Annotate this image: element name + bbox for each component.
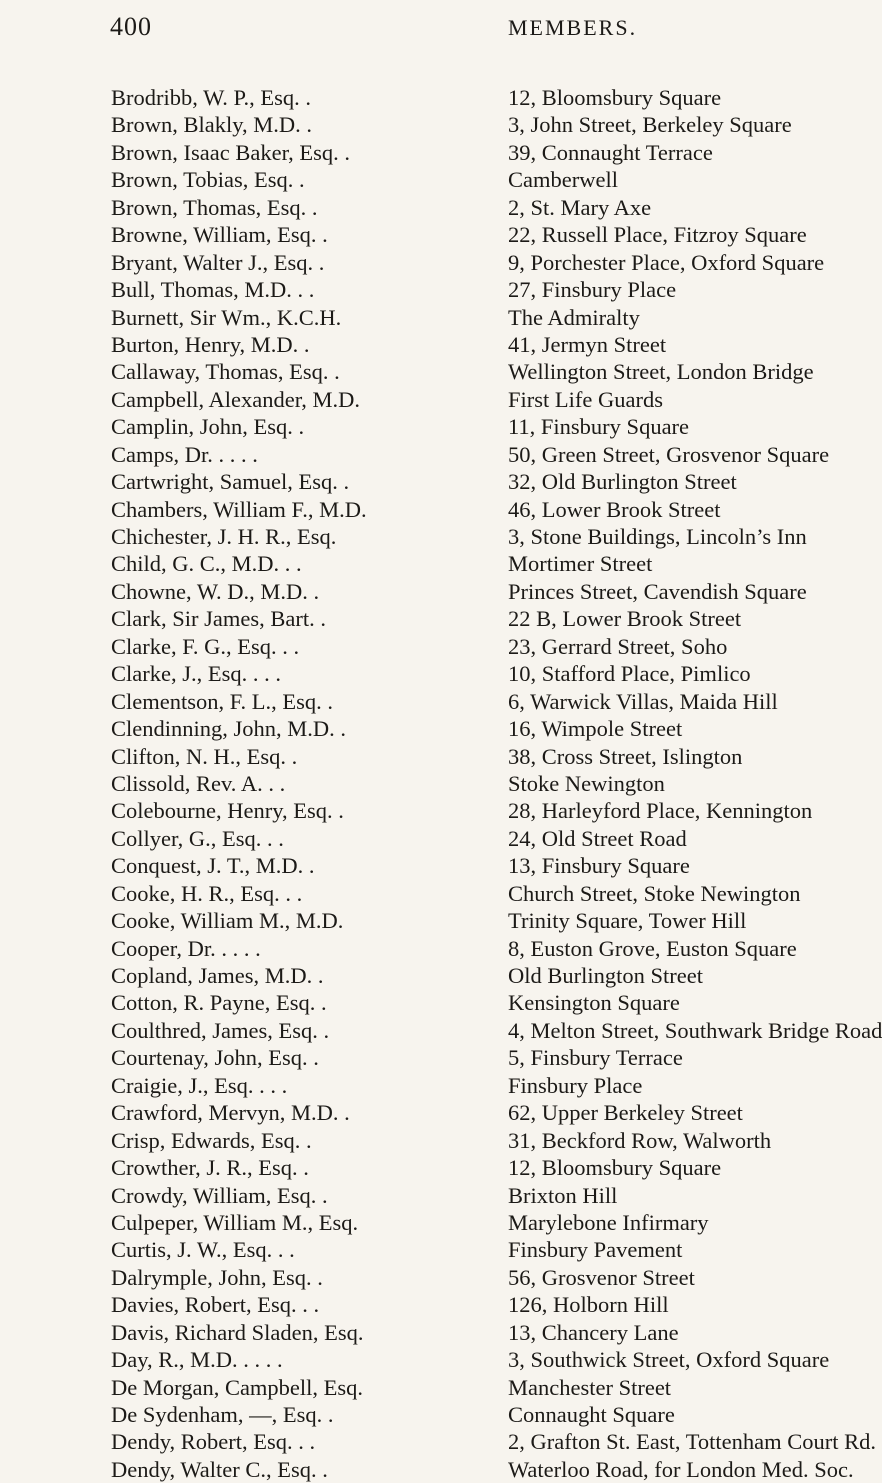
- member-address: Brixton Hill: [508, 1182, 618, 1208]
- member-entry: [0, 935, 800, 962]
- member-name: Cotton, R. Payne, Esq. .: [111, 990, 327, 1016]
- member-entry: [0, 605, 800, 632]
- member-address: Wellington Street, London Bridge: [508, 359, 814, 385]
- member-name: Copland, James, M.D. .: [111, 963, 324, 988]
- member-name: Culpeper, William M., Esq.: [111, 1209, 359, 1235]
- member-name: Camps, Dr. . . . .: [111, 441, 258, 467]
- member-address: Old Burlington Street: [508, 963, 703, 988]
- member-address: 4, Melton Street, Southwark Bridge Road: [508, 1017, 882, 1043]
- member-name: Clendinning, John, M.D. .: [111, 716, 347, 742]
- member-address: 13, Chancery Lane: [508, 1319, 679, 1345]
- member-name: Conquest, J. T., M.D. .: [111, 853, 315, 879]
- member-address: 2, St. Mary Axe: [508, 194, 652, 220]
- member-entry: [0, 962, 800, 989]
- page-number: 400: [110, 12, 152, 41]
- member-address: 8, Euston Grove, Euston Square: [508, 935, 797, 961]
- member-name: Chichester, J. H. R., Esq.: [111, 524, 337, 549]
- member-entry: [0, 1209, 800, 1236]
- member-address: 3, John Street, Berkeley Square: [508, 112, 792, 138]
- member-entry: [0, 249, 825, 276]
- member-address: 38, Cross Street, Islington: [508, 743, 743, 769]
- member-address: 9, Porchester Place, Oxford Square: [508, 249, 825, 275]
- member-entry: [0, 1072, 800, 1099]
- member-entry: [0, 1154, 800, 1181]
- member-entry: [0, 1374, 800, 1401]
- member-address: 41, Jermyn Street: [508, 331, 667, 357]
- member-address: 28, Harleyford Place, Kennington: [508, 798, 813, 824]
- member-entry: [0, 743, 800, 770]
- member-address: 126, Holborn Hill: [508, 1292, 669, 1318]
- member-name: Brown, Blakly, M.D. .: [111, 112, 313, 138]
- member-address: 11, Finsbury Square: [508, 414, 690, 440]
- member-name: Clementson, F. L., Esq. .: [111, 688, 333, 714]
- member-entry: [0, 1346, 830, 1373]
- member-entry: [0, 1264, 800, 1291]
- member-name: Colebourne, Henry, Esq. .: [111, 798, 344, 824]
- member-address: 46, Lower Brook Street: [508, 496, 721, 522]
- member-entry: [0, 194, 800, 221]
- member-address: 50, Green Street, Grosvenor Square: [508, 441, 830, 467]
- member-entry: [0, 770, 800, 797]
- member-entry: [0, 139, 800, 166]
- member-name: Davis, Richard Sladen, Esq.: [111, 1319, 364, 1345]
- member-entry: [0, 331, 800, 358]
- member-name: Clarke, J., Esq. . . .: [111, 661, 281, 687]
- member-address: 62, Upper Berkeley Street: [508, 1100, 743, 1126]
- member-entry: [0, 797, 813, 824]
- member-name: Collyer, G., Esq. . .: [111, 825, 284, 851]
- member-name: Coulthred, James, Esq. .: [111, 1017, 330, 1043]
- member-address: 5, Finsbury Terrace: [508, 1045, 683, 1071]
- member-name: Crowdy, William, Esq. .: [111, 1182, 328, 1208]
- member-name: Child, G. C., M.D. . .: [111, 551, 302, 577]
- member-address: Princes Street, Cavendish Square: [508, 578, 807, 604]
- member-entry: [0, 276, 800, 303]
- member-entry: [0, 304, 800, 331]
- member-entry: [0, 989, 800, 1016]
- member-address: 31, Beckford Row, Walworth: [508, 1127, 772, 1153]
- member-name: Curtis, J. W., Esq. . .: [111, 1237, 295, 1263]
- member-entry: [0, 1291, 800, 1318]
- member-name: Bryant, Walter J., Esq. .: [111, 249, 325, 275]
- member-address: Church Street, Stoke Newington: [508, 880, 801, 906]
- member-entry: [0, 496, 800, 523]
- member-entry: [0, 221, 807, 248]
- member-entry: [0, 1401, 800, 1428]
- member-list: [0, 84, 882, 1483]
- member-address: Camberwell: [508, 167, 618, 193]
- member-name: Burton, Henry, M.D. .: [111, 331, 310, 357]
- member-name: Craigie, J., Esq. . . .: [111, 1072, 288, 1098]
- member-address: 13, Finsbury Square: [508, 853, 690, 879]
- member-name: Clark, Sir James, Bart. .: [111, 606, 326, 632]
- member-address: 32, Old Burlington Street: [508, 469, 737, 495]
- member-name: Dalrymple, John, Esq. .: [111, 1264, 323, 1290]
- member-name: Crawford, Mervyn, M.D. .: [111, 1100, 350, 1126]
- member-address: 22 B, Lower Brook Street: [508, 606, 742, 632]
- member-name: Campbell, Alexander, M.D.: [111, 386, 361, 412]
- member-address: First Life Guards: [508, 386, 663, 412]
- member-entry: [0, 1428, 876, 1455]
- member-entry: [0, 166, 800, 193]
- member-address: Manchester Street: [508, 1374, 672, 1400]
- member-name: Clissold, Rev. A. . .: [111, 770, 286, 796]
- member-entry: [0, 386, 800, 413]
- member-entry: [0, 1182, 800, 1209]
- member-name: Chowne, W. D., M.D. .: [111, 578, 320, 604]
- member-entry: [0, 1127, 800, 1154]
- member-address: Kensington Square: [508, 990, 680, 1016]
- member-address: Waterloo Road, for London Med. Soc.: [508, 1456, 854, 1482]
- member-entry: [0, 358, 814, 385]
- member-address: 39, Connaught Terrace: [508, 139, 713, 165]
- member-name: Camplin, John, Esq. .: [111, 414, 305, 440]
- member-name: Cartwright, Samuel, Esq. .: [111, 469, 350, 495]
- member-name: Bull, Thomas, M.D. . .: [111, 277, 315, 303]
- member-entry: [0, 1017, 882, 1044]
- member-name: De Morgan, Campbell, Esq.: [111, 1374, 364, 1400]
- member-name: Burnett, Sir Wm., K.C.H.: [111, 304, 342, 330]
- member-entry: [0, 1044, 800, 1071]
- member-address: The Admiralty: [508, 304, 640, 330]
- member-address: 22, Russell Place, Fitzroy Square: [508, 222, 807, 248]
- member-entry: [0, 550, 800, 577]
- member-name: Chambers, William F., M.D.: [111, 496, 367, 522]
- member-entry: [0, 84, 800, 111]
- member-entry: [0, 468, 800, 495]
- member-entry: [0, 715, 800, 742]
- member-name: Davies, Robert, Esq. . .: [111, 1292, 320, 1318]
- member-address: 12, Bloomsbury Square: [508, 1155, 722, 1181]
- member-address: 16, Wimpole Street: [508, 716, 683, 742]
- member-entry: [0, 441, 830, 468]
- member-name: De Sydenham, —, Esq. .: [111, 1402, 334, 1427]
- member-address: Mortimer Street: [508, 551, 653, 577]
- member-entry: [0, 578, 807, 605]
- member-name: Cooper, Dr. . . . .: [111, 935, 261, 961]
- member-entry: [0, 1236, 800, 1263]
- member-address: Finsbury Place: [508, 1072, 643, 1098]
- member-address: 24, Old Street Road: [508, 825, 687, 851]
- member-entry: [0, 111, 800, 138]
- member-entry: [0, 413, 800, 440]
- member-name: Browne, William, Esq. .: [111, 222, 328, 248]
- member-name: Brown, Tobias, Esq. .: [111, 167, 305, 193]
- member-name: Dendy, Walter C., Esq. .: [111, 1456, 328, 1482]
- member-name: Brodribb, W. P., Esq. .: [111, 85, 312, 110]
- member-address: 2, Grafton St. East, Tottenham Court Rd.: [508, 1429, 876, 1455]
- running-title: MEMBERS.: [508, 15, 638, 40]
- member-name: Day, R., M.D. . . . .: [111, 1347, 283, 1373]
- member-address: 6, Warwick Villas, Maida Hill: [508, 688, 778, 714]
- member-entry: [0, 907, 800, 934]
- member-name: Clifton, N. H., Esq. .: [111, 743, 298, 769]
- member-name: Brown, Isaac Baker, Esq. .: [111, 139, 351, 165]
- member-entry: [0, 633, 800, 660]
- member-address: 23, Gerrard Street, Soho: [508, 633, 728, 659]
- member-name: Cooke, H. R., Esq. . .: [111, 880, 303, 906]
- member-address: Stoke Newington: [508, 770, 665, 796]
- member-address: Marylebone Infirmary: [508, 1209, 709, 1235]
- member-address: 27, Finsbury Place: [508, 277, 677, 303]
- member-name: Clarke, F. G., Esq. . .: [111, 633, 300, 659]
- member-address: 3, Southwick Street, Oxford Square: [508, 1347, 830, 1373]
- member-entry: [0, 825, 800, 852]
- member-address: 12, Bloomsbury Square: [508, 85, 722, 110]
- member-entry: [0, 660, 800, 687]
- member-entry: [0, 880, 800, 907]
- member-name: Crisp, Edwards, Esq. .: [111, 1127, 312, 1153]
- member-address: 56, Grosvenor Street: [508, 1264, 695, 1290]
- member-name: Dendy, Robert, Esq. . .: [111, 1429, 316, 1455]
- member-name: Cooke, William M., M.D.: [111, 908, 344, 934]
- member-entry: [0, 852, 800, 879]
- member-address: 3, Stone Buildings, Lincoln’s Inn: [508, 524, 807, 549]
- member-address: Trinity Square, Tower Hill: [508, 908, 747, 934]
- member-entry: [0, 688, 800, 715]
- page-header: [0, 12, 800, 62]
- member-address: Connaught Square: [508, 1402, 675, 1427]
- member-address: 10, Stafford Place, Pimlico: [508, 661, 751, 687]
- member-name: Crowther, J. R., Esq. .: [111, 1155, 309, 1181]
- member-entry: [0, 1456, 854, 1483]
- member-entry: [0, 1319, 800, 1346]
- member-name: Courtenay, John, Esq. .: [111, 1045, 319, 1071]
- member-name: Brown, Thomas, Esq. .: [111, 194, 318, 220]
- member-address: Finsbury Pavement: [508, 1237, 683, 1263]
- member-entry: [0, 523, 807, 550]
- member-entry: [0, 1099, 800, 1126]
- member-name: Callaway, Thomas, Esq. .: [111, 359, 340, 385]
